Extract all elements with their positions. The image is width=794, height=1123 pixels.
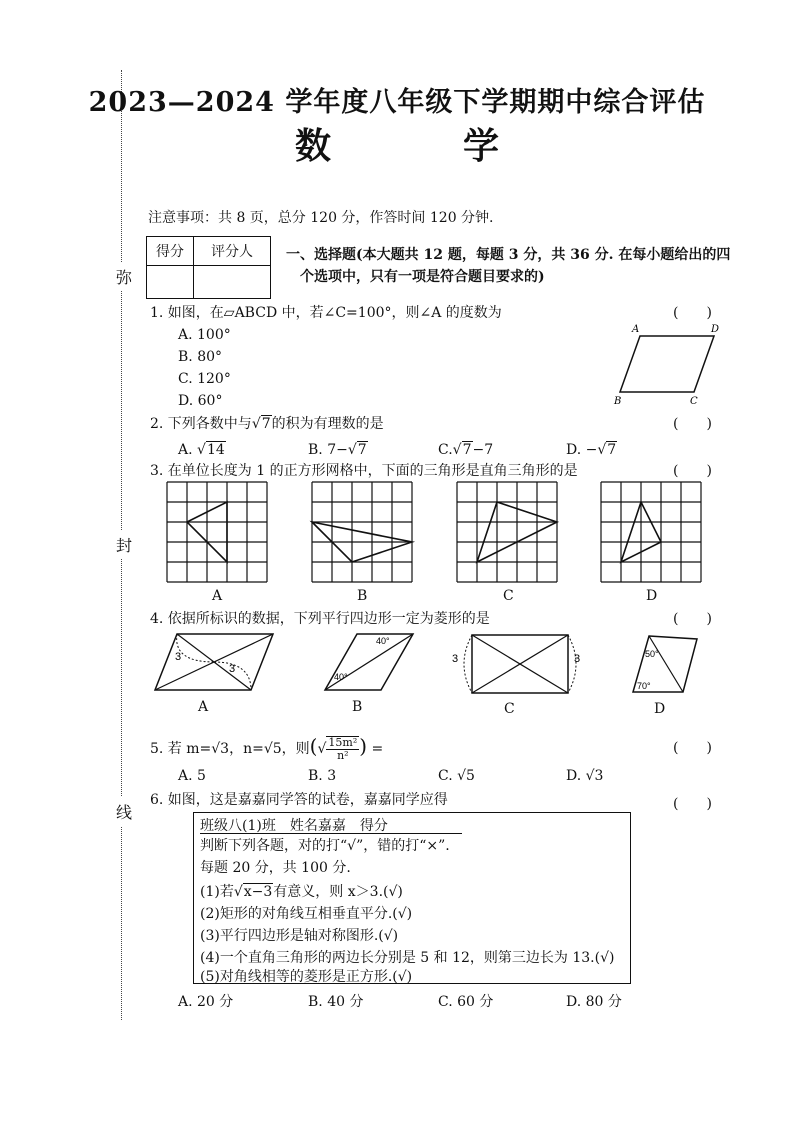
q1-answer-bracket[interactable]: ( ) bbox=[673, 305, 712, 321]
q4-a-label-2: 3 bbox=[229, 663, 236, 675]
q3-grid-a bbox=[167, 482, 267, 582]
q6-option-b: B. 40 分 bbox=[308, 994, 364, 1010]
paper-item-5: (5)对角线相等的菱形是正方形.(√) bbox=[200, 969, 413, 985]
q1-option-b: B. 80° bbox=[178, 349, 223, 365]
q5-option-a: A. 5 bbox=[178, 768, 206, 784]
score-cell[interactable] bbox=[147, 266, 194, 299]
section-heading-line2: 个选项中，只有一项是符合题目要求的) bbox=[300, 269, 545, 285]
grader-cell[interactable] bbox=[194, 266, 271, 299]
q4-figure-a bbox=[155, 632, 275, 694]
q4-label-b: B bbox=[352, 699, 363, 715]
q4-c-label-2: 3 bbox=[574, 653, 581, 665]
paper-item-3: (3)平行四边形是轴对称图形.(√) bbox=[200, 928, 399, 944]
q1-option-a: A. 100° bbox=[178, 327, 231, 343]
q6-option-d: D. 80 分 bbox=[566, 994, 622, 1010]
subject-title: 数 学 bbox=[294, 125, 547, 167]
score-table bbox=[146, 236, 271, 299]
q1-label-c: C bbox=[690, 396, 698, 407]
q1-option-c: C. 120° bbox=[178, 371, 231, 387]
q3-label-b: B bbox=[357, 588, 368, 604]
q4-c-label-1: 3 bbox=[452, 653, 459, 665]
q2-option-d: D. −√7 bbox=[566, 442, 617, 458]
q5-option-b: B. 3 bbox=[308, 768, 337, 784]
q2-answer-bracket[interactable]: ( ) bbox=[673, 416, 712, 432]
q3-label-a: A bbox=[212, 588, 223, 604]
q3-answer-bracket[interactable]: ( ) bbox=[673, 463, 712, 479]
q4-stem: 4. 依据所标识的数据，下列平行四边形一定为菱形的是 bbox=[150, 611, 490, 627]
notice: 注意事项：共 8 页，总分 120 分，作答时间 120 分钟. bbox=[148, 210, 494, 226]
q1-parallelogram-figure bbox=[610, 320, 730, 405]
q4-answer-bracket[interactable]: ( ) bbox=[673, 611, 712, 627]
q5-answer-bracket[interactable]: ( ) bbox=[673, 740, 712, 756]
q3-label-c: C bbox=[503, 588, 514, 604]
paper-header: 班级八(1)班 姓名嘉嘉 得分 bbox=[200, 818, 388, 834]
q4-label-c: C bbox=[504, 701, 515, 717]
q6-student-paper bbox=[193, 812, 631, 984]
q4-a-label-1: 3 bbox=[175, 651, 182, 663]
seal-char-xian: 线 bbox=[116, 797, 132, 826]
q5-option-d: D. √3 bbox=[566, 768, 604, 784]
q4-label-d: D bbox=[654, 701, 666, 717]
q5-option-c: C. √5 bbox=[438, 768, 475, 784]
q1-stem: 1. 如图，在▱ABCD 中，若∠C=100°，则∠A 的度数为 bbox=[150, 305, 502, 321]
grader-header: 评分人 bbox=[194, 237, 271, 266]
q1-label-b: B bbox=[614, 396, 622, 407]
paper-line1: 判断下列各题，对的打“√”，错的打“×”. bbox=[200, 838, 450, 854]
q2-option-b: B. 7−√7 bbox=[308, 442, 367, 458]
q1-option-d: D. 60° bbox=[178, 393, 223, 409]
q3-grid-b bbox=[312, 482, 412, 582]
section-heading-line1: 一、选择题(本大题共 12 题，每题 3 分，共 36 分. 在每小题给出的四 bbox=[286, 247, 731, 263]
q4-d-angle-1: 50° bbox=[645, 649, 659, 659]
exam-title: 2023—2024 学年度八年级下学期期中综合评估 bbox=[88, 87, 706, 118]
q4-b-angle-2: 40° bbox=[334, 672, 348, 682]
q6-answer-bracket[interactable]: ( ) bbox=[673, 796, 712, 812]
q2-option-c: C.√7−7 bbox=[438, 442, 494, 458]
q3-stem: 3. 在单位长度为 1 的正方形网格中，下面的三角形是直角三角形的是 bbox=[150, 463, 578, 479]
q6-option-c: C. 60 分 bbox=[438, 994, 494, 1010]
q4-b-angle-1: 40° bbox=[376, 636, 390, 646]
paper-item-2: (2)矩形的对角线互相垂直平分.(√) bbox=[200, 906, 413, 922]
q5-stem: 5. 若 m=√3，n=√5，则(√ $\frac{\text{15m²}}{\text{n²}}$ ) = bbox=[150, 734, 384, 762]
paper-line2: 每题 20 分，共 100 分. bbox=[200, 860, 351, 876]
score-header: 得分 bbox=[147, 237, 194, 266]
seal-char-feng: 封 bbox=[116, 530, 132, 559]
q3-grid-c bbox=[457, 482, 557, 582]
q6-option-a: A. 20 分 bbox=[178, 994, 234, 1010]
q4-figure-b bbox=[325, 632, 415, 694]
q1-label-a: A bbox=[632, 324, 640, 335]
q4-label-a: A bbox=[198, 699, 209, 715]
q3-label-d: D bbox=[646, 588, 658, 604]
q1-label-d: D bbox=[711, 324, 720, 335]
q4-d-angle-2: 70° bbox=[637, 681, 651, 691]
paper-item-4: (4)一个直角三角形的两边长分别是 5 和 12，则第三边长为 13.(√) bbox=[200, 950, 615, 966]
paper-item-1: (1)若√x−3有意义，则 x＞3.(√) bbox=[200, 884, 403, 900]
q6-stem: 6. 如图，这是嘉嘉同学答的试卷，嘉嘉同学应得 bbox=[150, 792, 448, 808]
q4-figure-d bbox=[627, 634, 705, 696]
seal-char-mi: 弥 bbox=[116, 262, 132, 291]
q4-figure-c bbox=[452, 632, 582, 696]
paper-header-underline bbox=[200, 833, 462, 834]
q2-option-a: A. √14 bbox=[178, 442, 225, 458]
q3-grid-d bbox=[601, 482, 701, 582]
q2-stem: 2. 下列各数中与√7的积为有理数的是 bbox=[150, 416, 384, 432]
